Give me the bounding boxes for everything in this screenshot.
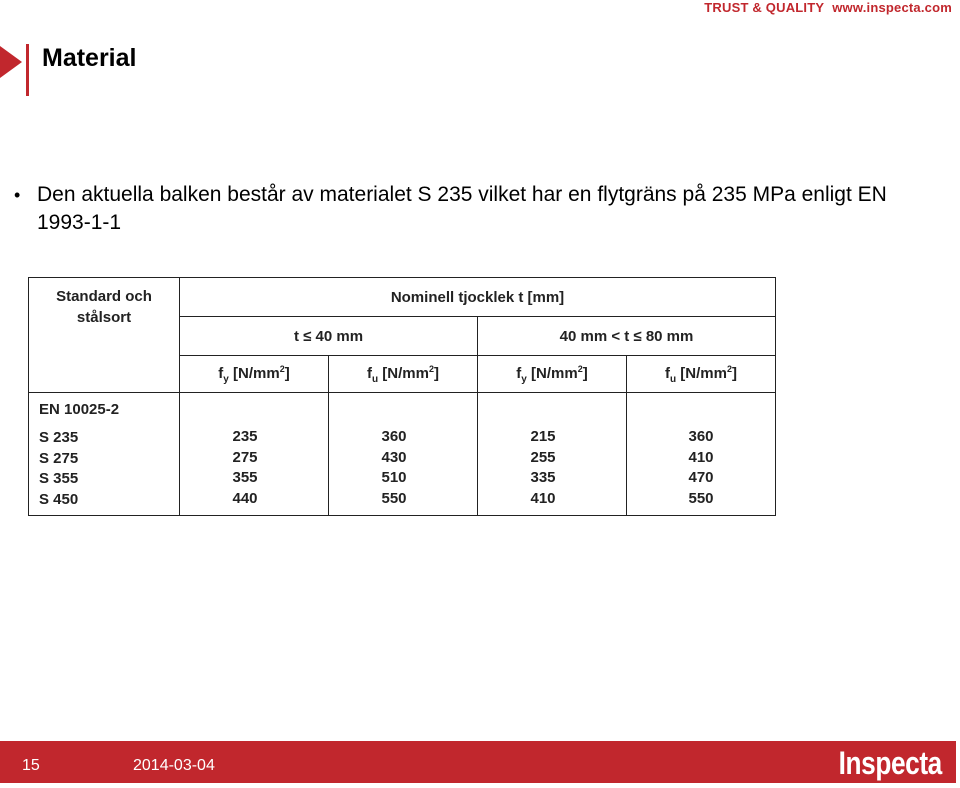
range1-header: t ≤ 40 mm bbox=[180, 317, 478, 356]
tagline-url: www.inspecta.com bbox=[832, 0, 952, 15]
title-divider bbox=[26, 44, 29, 96]
fy1-value: 275 bbox=[232, 448, 258, 466]
fy2-value: 255 bbox=[530, 448, 556, 466]
fu2-value: 360 bbox=[688, 428, 714, 445]
play-arrow-icon bbox=[0, 46, 22, 78]
page-number: 15 bbox=[22, 757, 40, 774]
grade-cell bbox=[29, 393, 180, 516]
fy-header-2: $f_y$ $[N/mm^2]$ bbox=[478, 356, 627, 393]
fy2-cell bbox=[478, 393, 627, 516]
fu1-cell bbox=[329, 393, 478, 516]
fu2-value: 410 bbox=[688, 448, 714, 466]
fy1-cell bbox=[180, 393, 329, 516]
standard-header-line1: Standard och bbox=[56, 288, 152, 305]
bullet-dot-icon: • bbox=[14, 185, 21, 205]
fy2-value: 410 bbox=[530, 489, 556, 507]
grade-row: S 275 bbox=[39, 449, 79, 467]
bullet-text: Den aktuella balken består av materialet S 235 vilket har en flytgräns på 235 MPa enligt EN 1993-1-1 bbox=[37, 183, 887, 234]
standard-name: EN 10025-2 bbox=[39, 401, 120, 418]
grade-row: S 235 bbox=[39, 429, 79, 446]
grade-row: S 450 bbox=[39, 490, 79, 508]
fu1-value: 550 bbox=[381, 489, 407, 507]
fu1-value: 510 bbox=[381, 469, 407, 486]
slide-title: Material bbox=[42, 44, 137, 72]
fy1-value: 235 bbox=[232, 428, 258, 445]
header-tagline bbox=[704, 0, 952, 15]
thickness-header: Nominell tjocklek t [mm] bbox=[180, 278, 776, 317]
fy1-value: 355 bbox=[232, 469, 258, 486]
fy1-value: 440 bbox=[232, 489, 258, 507]
fy2-value: 215 bbox=[530, 428, 556, 445]
material-table bbox=[28, 277, 776, 516]
footer-date: 2014-03-04 bbox=[133, 757, 215, 774]
fu1-value: 360 bbox=[381, 428, 407, 445]
fu2-value: 470 bbox=[688, 469, 714, 486]
fu2-value: 550 bbox=[688, 489, 714, 507]
standard-header bbox=[29, 278, 180, 393]
fy-header-1: $f_y$ $[N/mm^2]$ bbox=[180, 356, 329, 393]
grade-row: S 355 bbox=[39, 470, 79, 487]
tagline-text: TRUST & QUALITY bbox=[704, 0, 825, 15]
inspecta-logo: Inspecta bbox=[838, 745, 942, 781]
fu-header-1: $f_u$ $[N/mm^2]$ bbox=[329, 356, 478, 393]
fu-header-2: $f_u$ $[N/mm^2]$ bbox=[627, 356, 776, 393]
footer-bar bbox=[0, 741, 956, 783]
range2-header: 40 mm < t ≤ 80 mm bbox=[478, 317, 776, 356]
standard-header-line2: stålsort bbox=[76, 309, 132, 326]
fy2-value: 335 bbox=[530, 469, 556, 486]
bullet-item bbox=[14, 181, 944, 237]
fu1-value: 430 bbox=[381, 448, 407, 466]
fu2-cell bbox=[627, 393, 776, 516]
